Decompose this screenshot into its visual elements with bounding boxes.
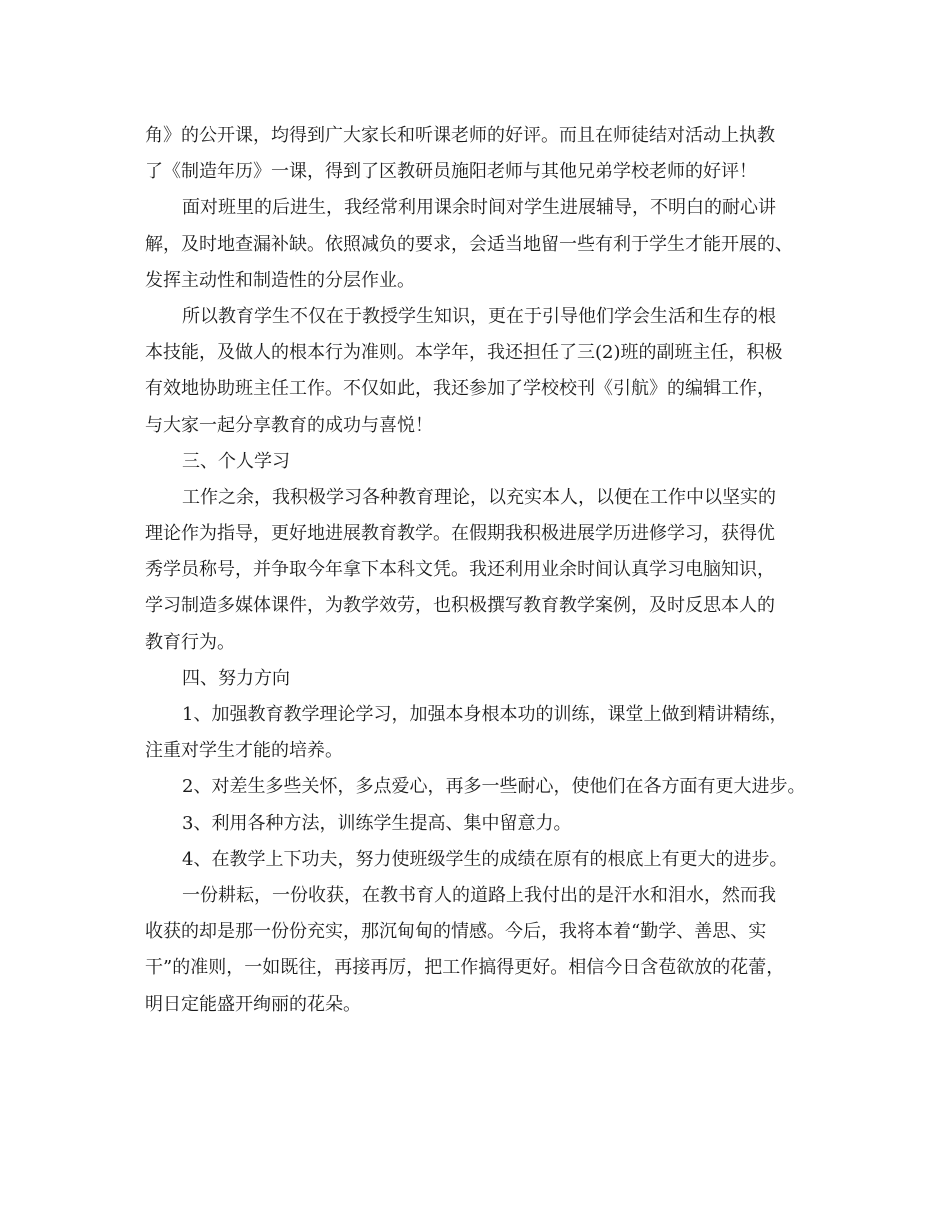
paragraph-start-line: 工作之余，我积极学习各种教育理论，以充实本人，以便在工作中以坚实的 [182,486,776,508]
text-line: 与大家一起分享教育的成功与喜悦！ [145,414,433,436]
text-line: 发挥主动性和制造性的分层作业。 [145,269,415,291]
text-line: 收获的却是那一份份充实，那沉甸甸的情感。今后，我将本着“勤学、善思、实 [145,921,767,943]
text-line: 有效地协助班主任工作。不仅如此，我还参加了学校校刊《引航》的编辑工作， [145,378,775,400]
text-line: 本技能，及做人的根本行为准则。本学年，我还担任了三(2)班的副班主任，积极 [145,342,783,364]
paragraph-start-line: 面对班里的后进生，我经常利用课余时间对学生进展辅导，不明白的耐心讲 [182,197,776,219]
section-heading-personal-study: 三、个人学习 [182,450,290,472]
text-line: 明日定能盛开绚丽的花朵。 [145,993,361,1015]
section-heading-effort-direction: 四、努力方向 [182,667,290,689]
text-line: 学习制造多媒体课件，为教学效劳，也积极撰写教育教学案例，及时反思本人的 [145,595,775,617]
text-line: 注重对学生才能的培养。 [145,740,343,762]
text-line: 了《制造年历》一课，得到了区教研员施阳老师与其他兄弟学校老师的好评！ [145,161,757,183]
text-line: 理论作为指导，更好地进展教育教学。在假期我积极进展学历进修学习，获得优 [145,523,775,545]
text-line: 教育行为。 [145,631,235,653]
text-line: 角》的公开课，均得到广大家长和听课老师的好评。而且在师徒结对活动上执教 [145,125,775,146]
paragraph-start-line: 所以教育学生不仅在于教授学生知识，更在于引导他们学会生活和生存的根 [182,305,776,327]
text-line: 干”的准则，一如既往，再接再厉，把工作搞得更好。相信今日含苞欲放的花蕾， [145,957,785,979]
list-item-3: 3、利用各种方法，训练学生提高、集中留意力。 [182,812,572,834]
paragraph-start-line: 一份耕耘，一份收获，在教书育人的道路上我付出的是汗水和泪水，然而我 [182,884,776,906]
list-item-4: 4、在教学上下功夫，努力使班级学生的成绩在原有的根底上有更大的进步。 [182,848,788,870]
list-item-1: 1、加强教育教学理论学习，加强本身根本功的训练，课堂上做到精讲精练， [182,704,788,725]
text-line: 解，及时地查漏补缺。依照减负的要求，会适当地留一些有利于学生才能开展的、 [145,233,793,255]
list-item-2: 2、对差生多些关怀，多点爱心，再多一些耐心，使他们在各方面有更大进步。 [182,776,806,798]
text-line: 秀学员称号，并争取今年拿下本科文凭。我还利用业余时间认真学习电脑知识， [145,559,775,581]
document-body [145,118,815,1023]
